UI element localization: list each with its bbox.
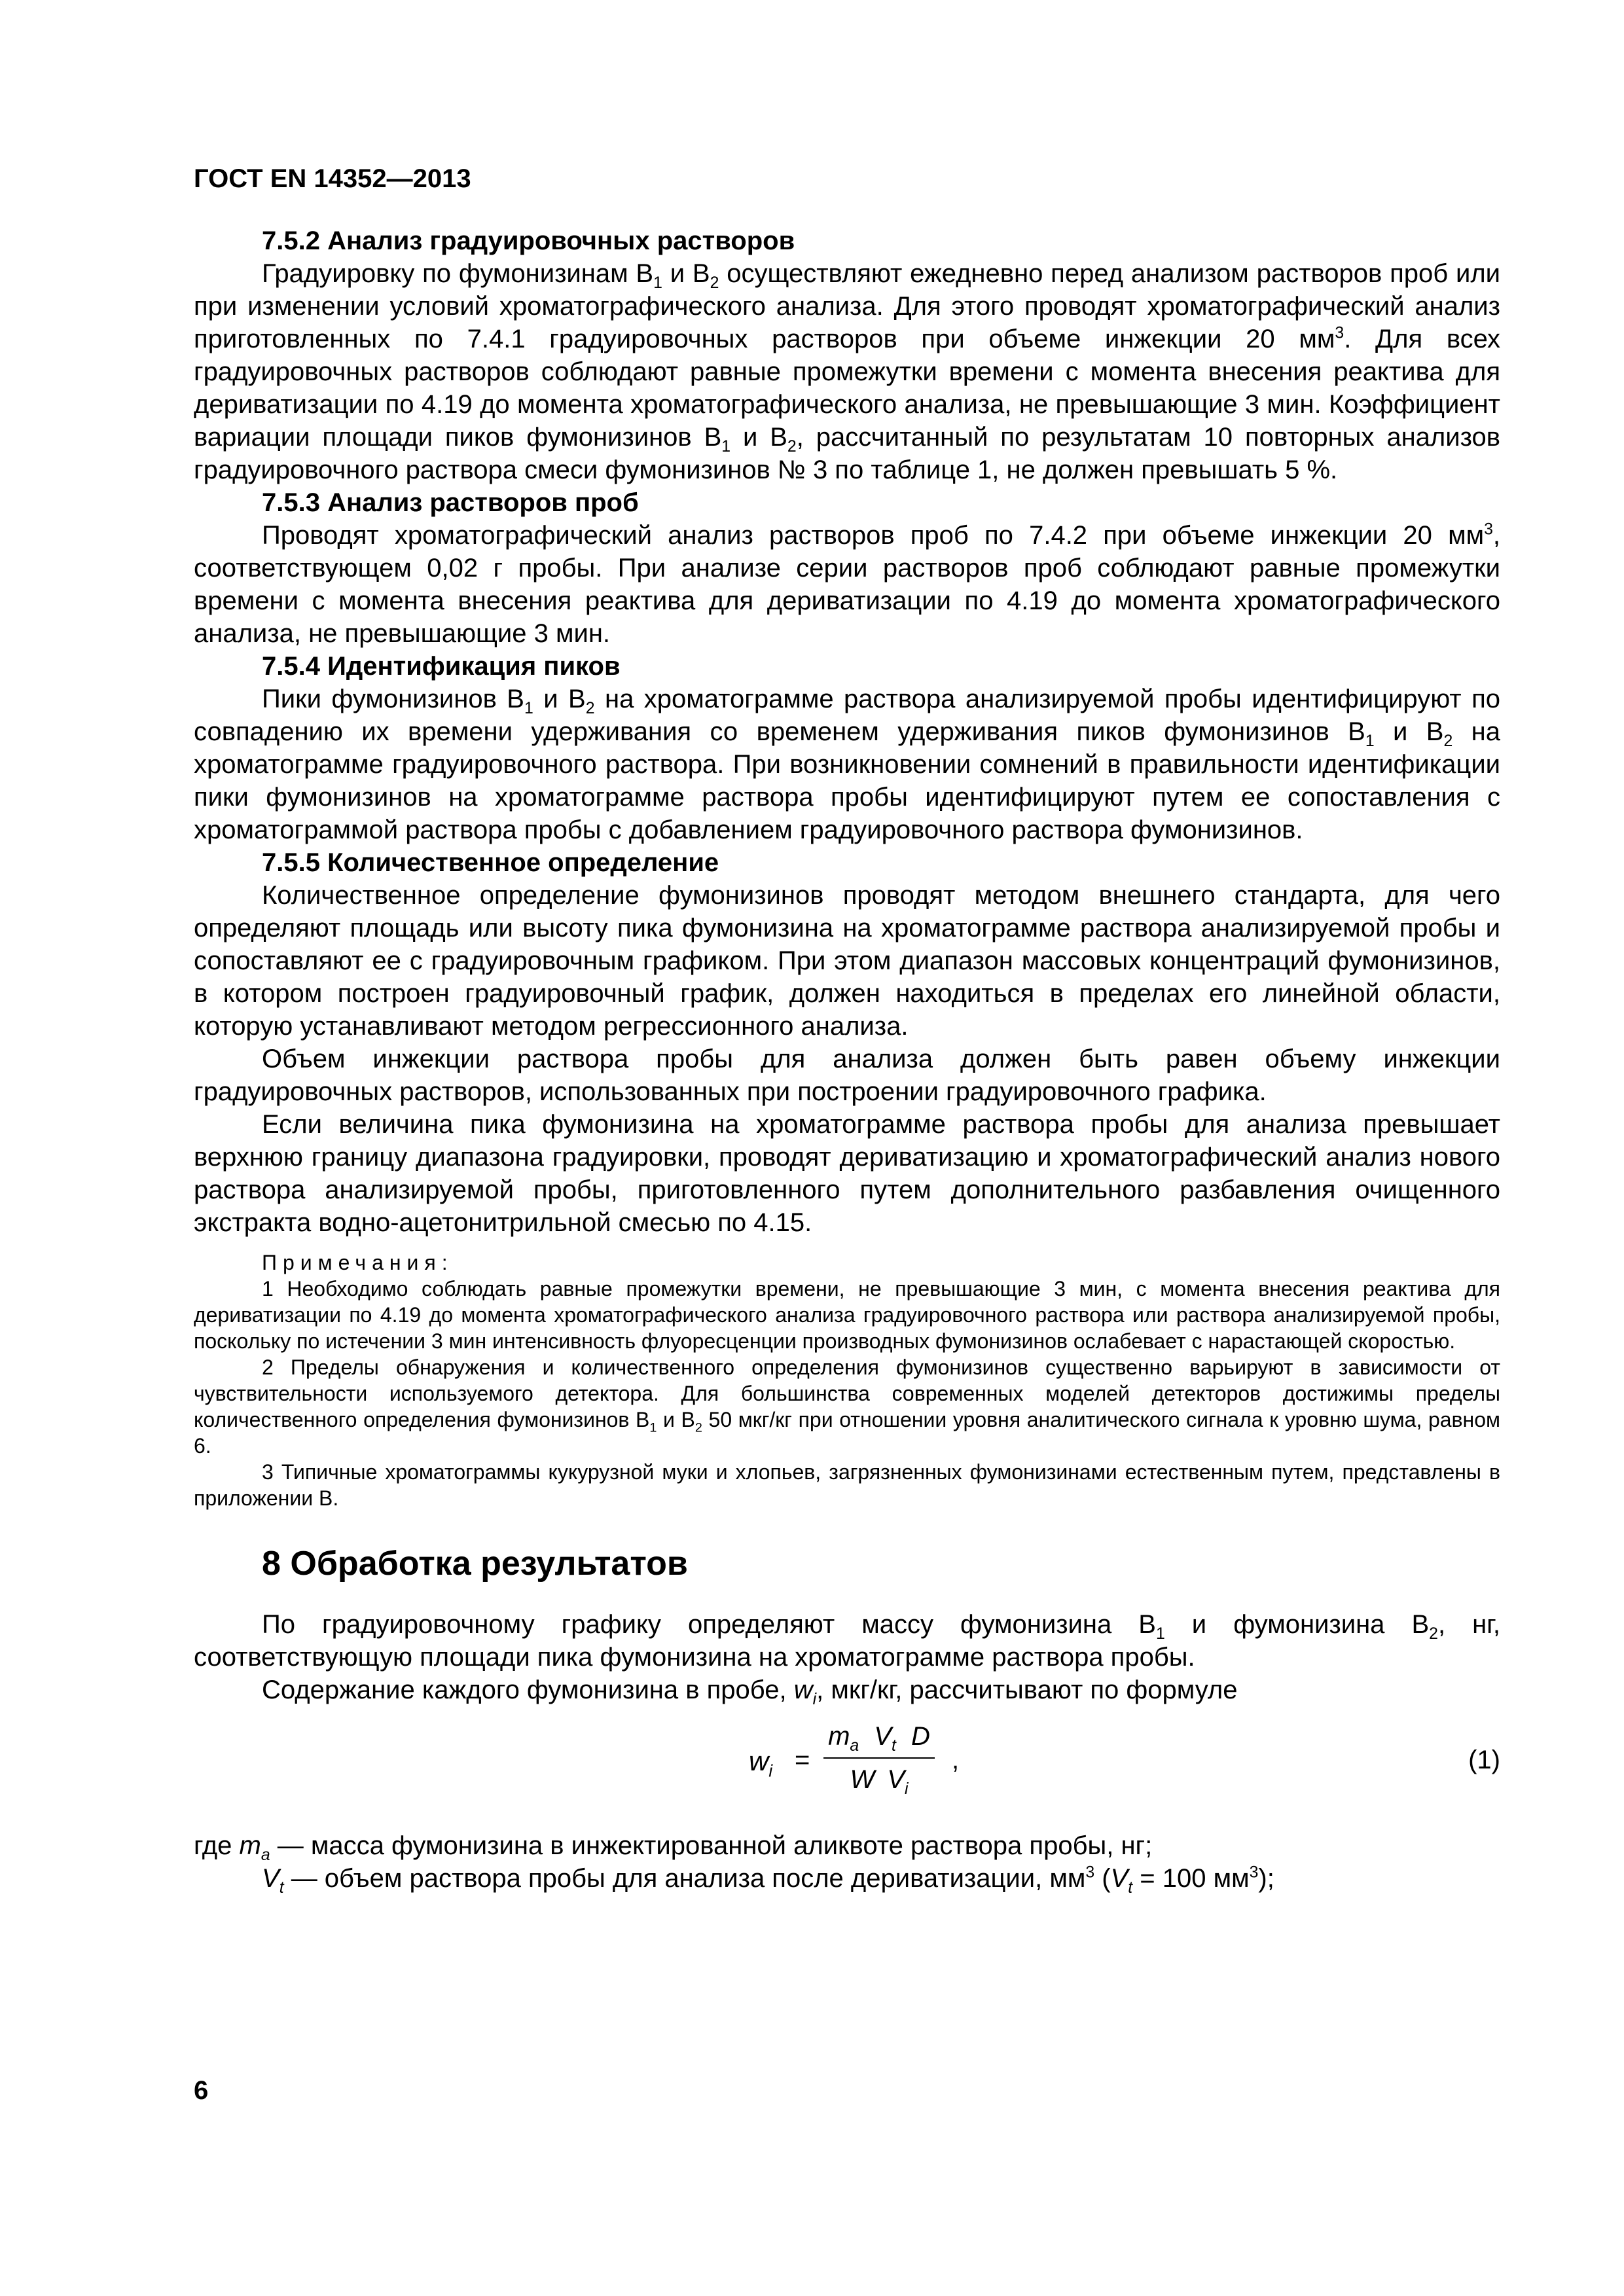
formula-comma: , [952,1746,960,1774]
where-line-1: где $m_a$ — масса фумонизина в инжектированной аликвоте раствора пробы, нг; [194,1831,1153,1864]
formula-denominator: W $V_i$ [850,1765,909,1798]
section-7-5-2-paragraph: Градуировку по фумонизинам $B_1$ и $B_2$ осуществляют ежедневно перед анализом растворов проб или при изменении условий хроматографического анализа. Для этого проводят хроматографический анализ приготовленных по 7.4.1 градуировочных растворов при объеме инжекции 20 $мм^3$. Для всех градуировочных растворов соблюдают равные промежутки времени с момента внесения реактива для дериватизации по 4.19 до момента хроматографического анализа, не превышающие 3 мин. Коэффициент вариации площади пиков фумонизинов $B_1$ и $B_2$, рассчитанный по результатам 10 повторных анализов градуировочного раствора смеси фумонизинов № 3 по таблице 1, не должен превышать 5 %. [194,259,1501,484]
section-8-paragraph-2: Содержание каждого фумонизина в пробе, $w_i$, мкг/кг, рассчитывают по формуле [262,1676,1238,1708]
section-7-5-4-title: 7.5.4 Идентификация пиков [262,652,621,681]
section-7-5-5-paragraph-3: Если величина пика фумонизина на хроматограмме раствора пробы для анализа превышает верхнюю границу диапазона градуировки, проводят дериватизацию и хроматографический анализ нового раствора анализируемой пробы, приготовленного путем дополнительного разбавления очищенного экстракта водно-ацетонитрильной смесью по 4.15. [194,1110,1500,1237]
formula-fraction-bar [823,1757,935,1759]
note-2: 2 Пределы обнаружения и количественного определения фумонизинов существенно варьируют в зависимости от чувствительности используемого детектора. Для большинства современных моделей детекторов достижимы пределы количественного определения фумонизинов $B_1$ и $B_2$ 50 мкг/кг при отношении уровня аналитического сигнала к уровню шума, равном 6. [194,1355,1501,1458]
section-8-title: 8 Обработка результатов [262,1545,688,1583]
standard-header: ГОСТ EN 14352—2013 [194,164,471,193]
formula-lhs: $w_i$ [749,1746,773,1781]
section-7-5-2-title: 7.5.2 Анализ градуировочных растворов [262,226,795,255]
section-7-5-3-paragraph: Проводят хроматографический анализ растворов проб по 7.4.2 при объеме инжекции 20 $мм^3$, соответствующем 0,02 г пробы. При анализе серии растворов проб соблюдают равные промежутки времени с момента внесения реактива для дериватизации по 4.19 до момента хроматографического анализа, не превышающие 3 мин. [194,520,1500,648]
section-7-5-5-title: 7.5.5 Количественное определение [262,848,719,877]
section-7-5-5-paragraph-2: Объем инжекции раствора пробы для анализа должен быть равен объему инжекции градуировочных растворов, использованных при построении градуировочного графика. [194,1045,1500,1106]
page-number: 6 [194,2076,209,2105]
where-line-2: $V_t$ — объем раствора пробы для анализа после дериватизации, $мм^3$ ($V_t = 100$ $мм^3$); [262,1863,1274,1897]
formula-1 [194,1717,1500,1815]
formula-numerator: $m_a$ $V_t$ D [828,1722,930,1755]
note-3: 3 Типичные хроматограммы кукурузной муки и хлопьев, загрязненных фумонизинами естественным путем, представлены в приложении B. [194,1460,1500,1510]
section-7-5-5-paragraph-1: Количественное определение фумонизинов проводят методом внешнего стандарта, для чего определяют площадь или высоту пика фумонизина на хроматограмме раствора анализируемой пробы и сопоставляют ее с градуировочным графиком. При этом диапазон массовых концентраций фумонизинов, в котором построен градуировочный график, должен находиться в пределах его линейной области, которую устанавливают методом регрессионного анализа. [194,881,1500,1041]
document-page [194,160,1500,1895]
notes-title: Примечания: [262,1251,454,1274]
section-7-5-3-title: 7.5.3 Анализ растворов проб [262,488,639,517]
note-1: 1 Необходимо соблюдать равные промежутки времени, не превышающие 3 мин, с момента внесения реактива для дериватизации по 4.19 до момента хроматографического анализа градуировочного раствора или раствора анализируемой пробы, поскольку по истечении 3 мин интенсивность флуоресценции производных фумонизинов ослабевает с нарастающей скоростью. [194,1277,1500,1353]
section-7-5-4-paragraph: Пики фумонизинов $B_1$ и $B_2$ на хроматограмме раствора анализируемой пробы идентифицируют по совпадению их времени удерживания со временем удерживания пиков фумонизинов $B_1$ и $B_2$ на хроматограмме градуировочного раствора. При возникновении сомнений в правильности идентификации пики фумонизинов на хроматограмме раствора пробы идентифицируют путем ее сопоставления с хроматограммой раствора пробы с добавлением градуировочного раствора фумонизинов. [194,685,1501,844]
section-8-paragraph-1: По градуировочному графику определяют массу фумонизина $B_1$ и фумонизина $B_2$, нг, соответствующую площади пика фумонизина на хроматограмме раствора пробы. [194,1610,1501,1672]
formula-number: (1) [1468,1746,1500,1774]
formula-equals: = [795,1746,810,1774]
